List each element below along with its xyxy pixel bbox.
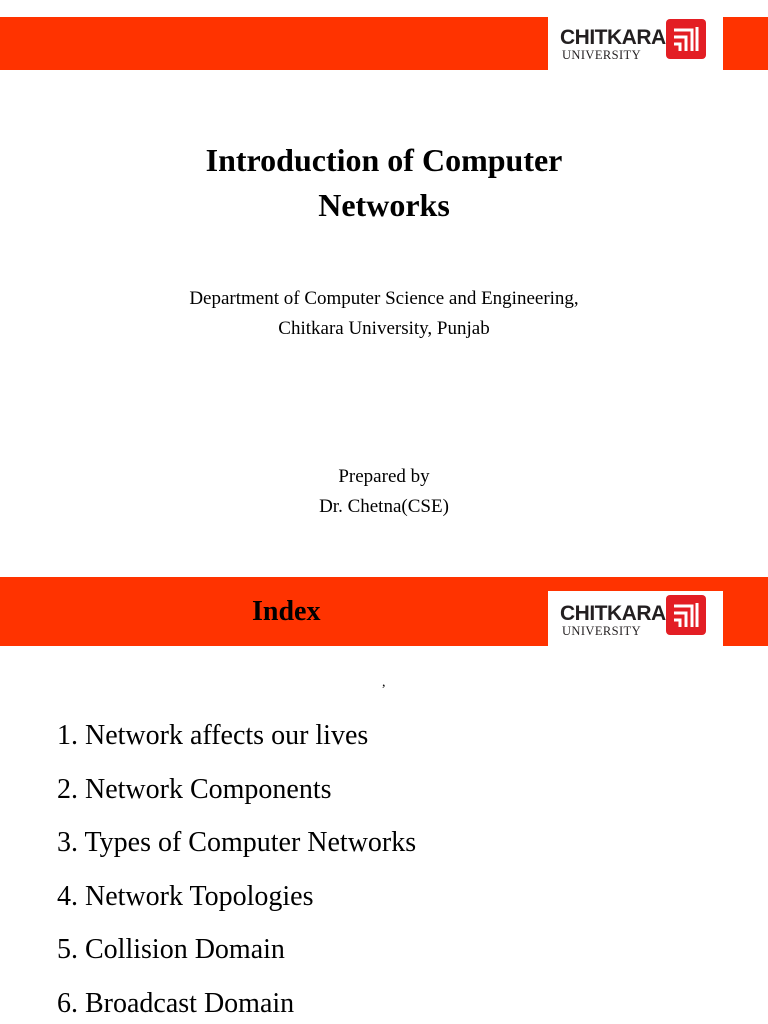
- department-line: Department of Computer Science and Engineering,: [189, 288, 579, 309]
- university-logo: [548, 591, 723, 646]
- index-item: 5. Collision Domain: [57, 934, 285, 966]
- logo-wordmark: CHITKARA: [560, 602, 666, 625]
- prepared-label: Prepared by: [338, 466, 430, 487]
- index-item: 2. Network Components: [57, 773, 332, 805]
- logo-emblem-icon: [666, 595, 706, 635]
- stray-comma: ,: [382, 675, 386, 690]
- logo-wordmark: CHITKARA: [560, 26, 666, 49]
- university-logo: [548, 15, 723, 70]
- title-line: Introduction of Computer: [205, 142, 563, 178]
- index-item: 3. Types of Computer Networks: [57, 827, 417, 859]
- logo-subtitle: UNIVERSITY: [562, 48, 641, 62]
- logo-subtitle: UNIVERSITY: [562, 624, 641, 638]
- index-item: 6. Broadcast Domain: [57, 987, 295, 1019]
- logo-emblem-icon: [666, 19, 706, 59]
- index-list: [57, 709, 416, 1024]
- department-info: [0, 284, 768, 344]
- presentation-title: [0, 138, 768, 228]
- index-item: 1. Network affects our lives: [57, 720, 369, 751]
- prepared-by: [0, 462, 768, 522]
- index-heading: Index: [252, 596, 321, 627]
- index-slide: [0, 563, 768, 1024]
- title-line: Networks: [318, 187, 450, 223]
- index-item: 4. Network Topologies: [57, 880, 314, 912]
- author-name: Dr. Chetna(CSE): [319, 496, 449, 517]
- department-line: Chitkara University, Punjab: [278, 318, 490, 339]
